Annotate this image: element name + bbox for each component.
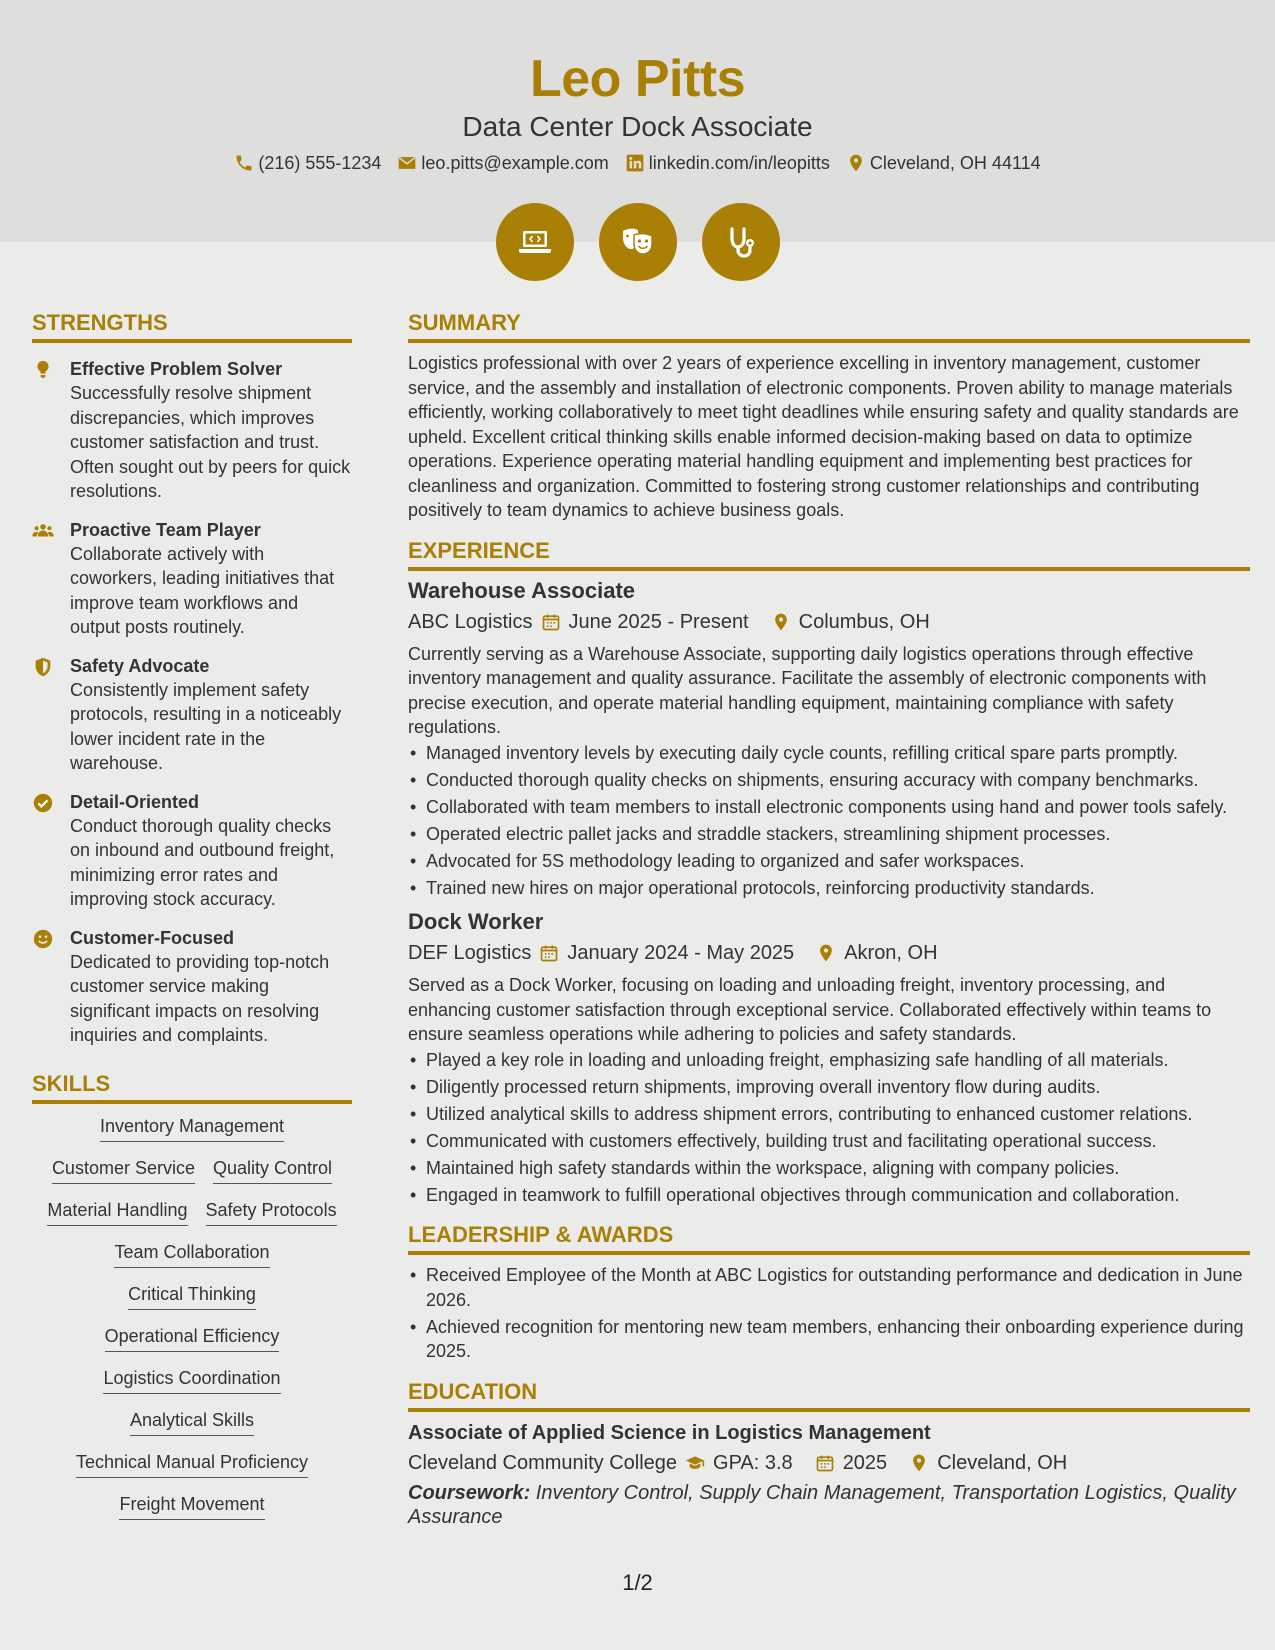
- bullet-item: • Engaged in teamwork to fulfill operational objectives through communication and collaboration.: [408, 1183, 1250, 1208]
- candidate-name: Leo Pitts: [529, 50, 746, 108]
- graduation-year: 2025: [842, 1451, 888, 1474]
- calendar-icon: [541, 612, 561, 632]
- strength-desc: Consistently implement safety protocols, resulting in a noticeably lower incident rate in the warehouse.: [70, 679, 342, 773]
- job-dates: June 2025 - Present: [568, 610, 749, 633]
- skills-list: [32, 1114, 352, 1520]
- strength-desc: Conduct thorough quality checks on inbound and outbound freight, minimizing error rates and improving stock accuracy.: [70, 815, 335, 909]
- check-circle-icon: [32, 792, 54, 814]
- strength-title: Safety Advocate: [70, 655, 210, 676]
- job-role: Warehouse Associate: [408, 577, 636, 603]
- gpa: GPA: 3.8: [713, 1451, 793, 1474]
- strength-title: Effective Problem Solver: [70, 359, 283, 379]
- calendar-icon: [539, 943, 559, 963]
- strength-desc: Collaborate actively with coworkers, leading initiatives that improve team workflows and output posts routinely.: [70, 543, 335, 637]
- coursework-list: Inventory Control, Supply Chain Management, Transportation Logistics, Quality Assurance: [408, 1481, 1236, 1528]
- job-entry: [408, 908, 1250, 1207]
- bullet-item: • Diligently processed return shipments, improving overall inventory flow during audits.: [408, 1075, 1250, 1100]
- job-location: Columbus, OH: [798, 610, 930, 633]
- bullet-item: • Utilized analytical skills to address shipment errors, contributing to enhanced customer relations.: [408, 1102, 1250, 1127]
- interest-icons: [0, 203, 1275, 281]
- bullet-item: • Communicated with customers effectively, building trust and facilitating operational success.: [408, 1129, 1250, 1154]
- education-heading: EDUCATION: [408, 1378, 1250, 1412]
- job-bullets: [408, 741, 1250, 901]
- strengths-heading: STRENGTHS: [32, 309, 352, 343]
- school-location: Cleveland, OH: [937, 1451, 1068, 1474]
- graduation-cap-icon: [685, 1453, 705, 1473]
- linkedin-text: linkedin.com/in/leopitts: [648, 153, 830, 173]
- interest-circle: [599, 203, 677, 281]
- skill-tag: Customer Service: [52, 1156, 195, 1184]
- skill-tag: Inventory Management: [100, 1114, 284, 1142]
- skill-tag: Material Handling: [47, 1198, 187, 1226]
- bullet-item: • Operated electric pallet jacks and straddle stackers, streamlining shipment processes.: [408, 822, 1250, 847]
- stethoscope-icon: [721, 222, 761, 262]
- leadership-heading: LEADERSHIP & AWARDS: [408, 1221, 1250, 1255]
- left-column: [32, 309, 352, 1520]
- strength-item: [32, 518, 352, 640]
- job-location: Akron, OH: [844, 942, 938, 964]
- skill-tag: Analytical Skills: [130, 1408, 254, 1436]
- bullet-item: • Played a key role in loading and unloading freight, emphasizing safe handling of all materials.: [408, 1048, 1250, 1073]
- degree-title: Associate of Applied Science in Logistics Management: [408, 1421, 931, 1444]
- strength-title: Proactive Team Player: [70, 519, 261, 540]
- phone-icon: [234, 153, 254, 173]
- skills-heading: SKILLS: [32, 1070, 352, 1104]
- education-section: [408, 1378, 1250, 1529]
- theater-masks-icon: [618, 222, 658, 262]
- job-role: Dock Worker: [408, 909, 544, 934]
- strength-title: Detail-Oriented: [70, 791, 200, 812]
- right-column: [408, 309, 1250, 1529]
- school-name: Cleveland Community College: [408, 1451, 678, 1474]
- phone-text: (216) 555-1234: [258, 153, 382, 173]
- skill-tag: Logistics Coordination: [103, 1366, 280, 1394]
- skill-tag: Operational Efficiency: [105, 1324, 280, 1352]
- contact-phone[interactable]: [234, 151, 381, 175]
- bullet-item: • Advocated for 5S methodology leading to organized and safer workspaces.: [408, 849, 1250, 874]
- job-title: Data Center Dock Associate: [462, 111, 813, 142]
- skill-tag: Safety Protocols: [206, 1198, 337, 1226]
- linkedin-icon: [625, 153, 645, 173]
- page-number: 1/2: [622, 1570, 653, 1595]
- skill-tag: Freight Movement: [119, 1492, 264, 1520]
- strength-desc: Dedicated to providing top-notch customer service making significant impacts on resolving inquiries and complaints.: [70, 951, 330, 1045]
- strength-item: [32, 357, 352, 504]
- coursework: [408, 1481, 1250, 1529]
- leadership-section: [408, 1221, 1250, 1364]
- interest-circle: [702, 203, 780, 281]
- summary-text: Logistics professional with over 2 years of experience excelling in inventory management, customer service, and the assembly and installation of electronic components. Proven ability to manage materials efficiently, working collaboratively to meet tight deadlines while ensuring safety and quality standards are upheld. Excellent critical thinking skills enable informed decision-making based on data to optimize operations. Experience operating material handling equipment and implementing best practices for cleanliness and organization. Committed to fostering strong customer relationships and contributing positively to team dynamics to achieve business goals.: [408, 353, 1239, 520]
- map-marker-icon: [771, 612, 791, 632]
- lightbulb-icon: [32, 359, 54, 381]
- map-marker-icon: [846, 153, 866, 173]
- job-entry: [408, 577, 1250, 901]
- interest-circle: [496, 203, 574, 281]
- strength-item: [32, 790, 352, 912]
- skill-tag: Quality Control: [213, 1156, 332, 1184]
- strength-title: Customer-Focused: [70, 927, 235, 948]
- email-text: leo.pitts@example.com: [421, 153, 609, 173]
- job-company: DEF Logistics: [408, 942, 532, 964]
- users-icon: [32, 520, 54, 542]
- bullet-item: • Trained new hires on major operational protocols, reinforcing productivity standards.: [408, 876, 1250, 901]
- education-meta: [408, 1449, 1250, 1477]
- location-text: Cleveland, OH 44114: [869, 153, 1041, 173]
- leadership-bullets: [408, 1263, 1250, 1364]
- bullet-item: • Collaborated with team members to install electronic components using hand and power tools safely.: [408, 795, 1250, 820]
- map-marker-icon: [909, 1453, 929, 1473]
- job-description: Served as a Dock Worker, focusing on loading and unloading freight, inventory processing, and enhancing customer satisfaction through exceptional service. Collaborated effectively within teams to ensure seamless operations while adhering to policies and safety standards.: [408, 975, 1212, 1044]
- job-meta: [408, 608, 1250, 636]
- skill-tag: Critical Thinking: [128, 1282, 256, 1310]
- shield-icon: [32, 656, 54, 678]
- contact-location: [846, 151, 1041, 175]
- envelope-icon: [397, 153, 417, 173]
- strength-item: [32, 926, 352, 1048]
- summary-heading: SUMMARY: [408, 309, 1250, 343]
- smile-icon: [32, 928, 54, 950]
- job-bullets: [408, 1048, 1250, 1208]
- experience-section: [408, 537, 1250, 1208]
- experience-heading: EXPERIENCE: [408, 537, 1250, 571]
- calendar-icon: [815, 1453, 835, 1473]
- bullet-item: • Achieved recognition for mentoring new team members, enhancing their onboarding experience during 2025.: [408, 1315, 1250, 1364]
- skill-tag: Team Collaboration: [114, 1240, 269, 1268]
- bullet-item: • Maintained high safety standards within the workspace, aligning with company policies.: [408, 1156, 1250, 1181]
- job-company: ABC Logistics: [408, 610, 533, 633]
- contact-bar: [0, 151, 1275, 175]
- job-description: Currently serving as a Warehouse Associate, supporting daily logistics operations through effective inventory management and quality assurance. Facilitate the assembly of electronic components with precise execution, and operate material handling equipment, maintaining compliance with safety regulations.: [408, 643, 1207, 737]
- contact-email[interactable]: [397, 151, 608, 175]
- coursework-label: Coursework:: [408, 1481, 531, 1504]
- job-dates: January 2024 - May 2025: [567, 942, 795, 964]
- job-meta: [408, 939, 1250, 967]
- map-marker-icon: [816, 943, 836, 963]
- strength-desc: Successfully resolve shipment discrepancies, which improves customer satisfaction and trust. Often sought out by peers for quick resolutions.: [70, 383, 351, 501]
- bullet-item: • Managed inventory levels by executing daily cycle counts, refilling critical spare parts promptly.: [408, 741, 1250, 766]
- strength-item: [32, 654, 352, 776]
- bullet-item: • Received Employee of the Month at ABC Logistics for outstanding performance and dedication in June 2026.: [408, 1263, 1250, 1312]
- laptop-code-icon: [515, 222, 555, 262]
- skill-tag: Technical Manual Proficiency: [76, 1450, 308, 1478]
- contact-linkedin[interactable]: [625, 151, 830, 175]
- bullet-item: • Conducted thorough quality checks on shipments, ensuring accuracy with company benchmarks.: [408, 768, 1250, 793]
